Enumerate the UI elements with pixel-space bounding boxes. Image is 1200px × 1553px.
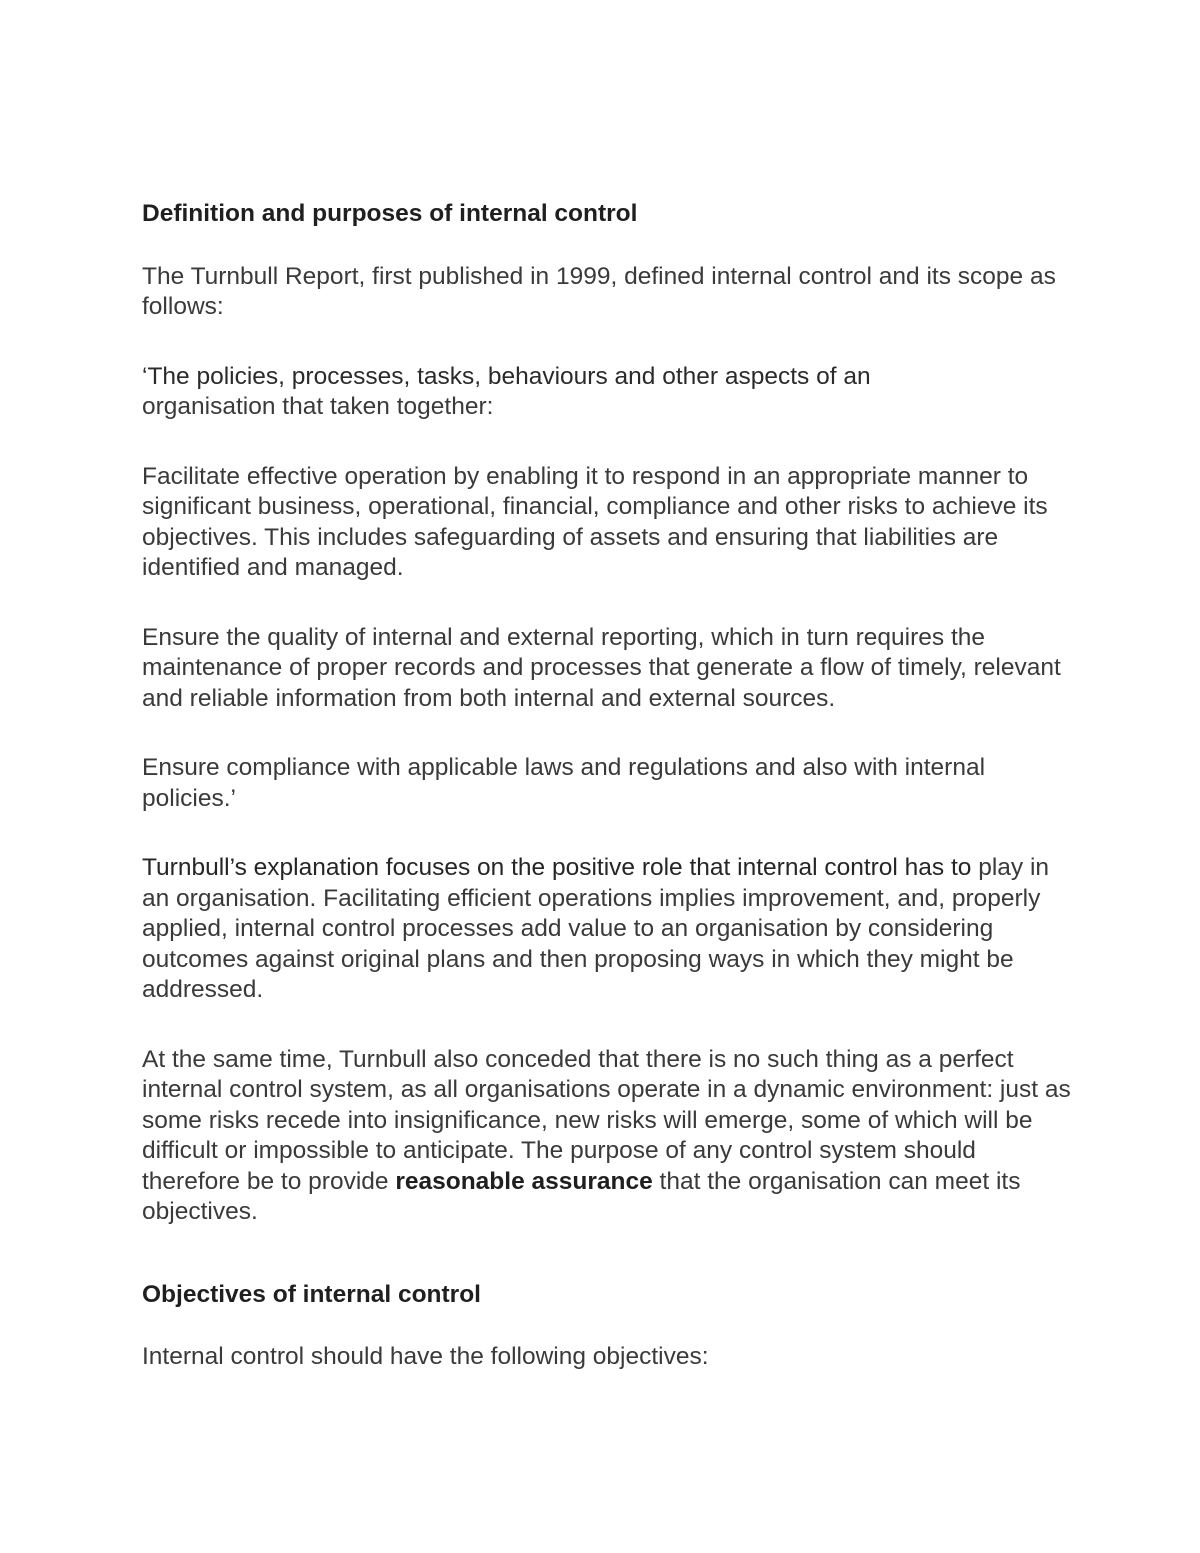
explanation-rest: play in an organisation. Facilitating efficient operations implies improvement, and, properly applied, internal control processes add value to an organisation by considering outcomes against original plans and then proposing ways in which they might be addressed.: [142, 854, 1050, 1003]
same-time-text-b: that the organisation can meet its objectives.: [142, 1167, 1021, 1225]
paragraph-turnbull-intro: The Turnbull Report, first published in 1999, defined internal control and its scope as follows:: [142, 262, 1056, 320]
paragraph-compliance: Ensure compliance with applicable laws and regulations and also with internal policies.’: [142, 754, 986, 812]
paragraph-quote-intro: [142, 362, 1072, 423]
explanation-lead: Turnbull’s explanation focuses on the positive role that internal control has to: [142, 854, 972, 881]
document-page: [142, 199, 1072, 1373]
paragraph-facilitate: Facilitate effective operation by enabling it to respond in an appropriate manner to significant business, operational, financial, compliance and other risks to achieve its objectives. This includes safeguarding of assets and ensuring that liabilities are identified and managed.: [142, 462, 1048, 581]
reasonable-assurance-bold: reasonable assurance: [395, 1167, 653, 1195]
quote-intro-rest: organisation that taken together:: [142, 393, 494, 420]
paragraph-reporting-quality: Ensure the quality of internal and external reporting, which in turn requires the maintenance of proper records and processes that generate a flow of timely, relevant and reliable information from both internal and external sources.: [142, 623, 1061, 712]
section-heading-objectives: Objectives of internal control: [142, 1280, 481, 1308]
paragraph-reasonable-assurance: [142, 1045, 1072, 1228]
section-heading: Definition and purposes of internal control: [142, 200, 638, 227]
quote-intro-strong: ‘The policies, processes, tasks, behaviours and other aspects of an: [142, 362, 871, 390]
same-time-text-a: At the same time, Turnbull also conceded that there is no such thing as a perfect internal control system, as all organisations operate in a dynamic environment: just as some risks recede into insignificance, new risks will emerge, some of which will be difficult or impossible to anticipate. The purpose of any control system should therefore be to provide: [142, 1045, 1071, 1195]
paragraph-objectives-intro: Internal control should have the following objectives:: [142, 1343, 709, 1370]
paragraph-explanation: [142, 853, 1072, 1006]
